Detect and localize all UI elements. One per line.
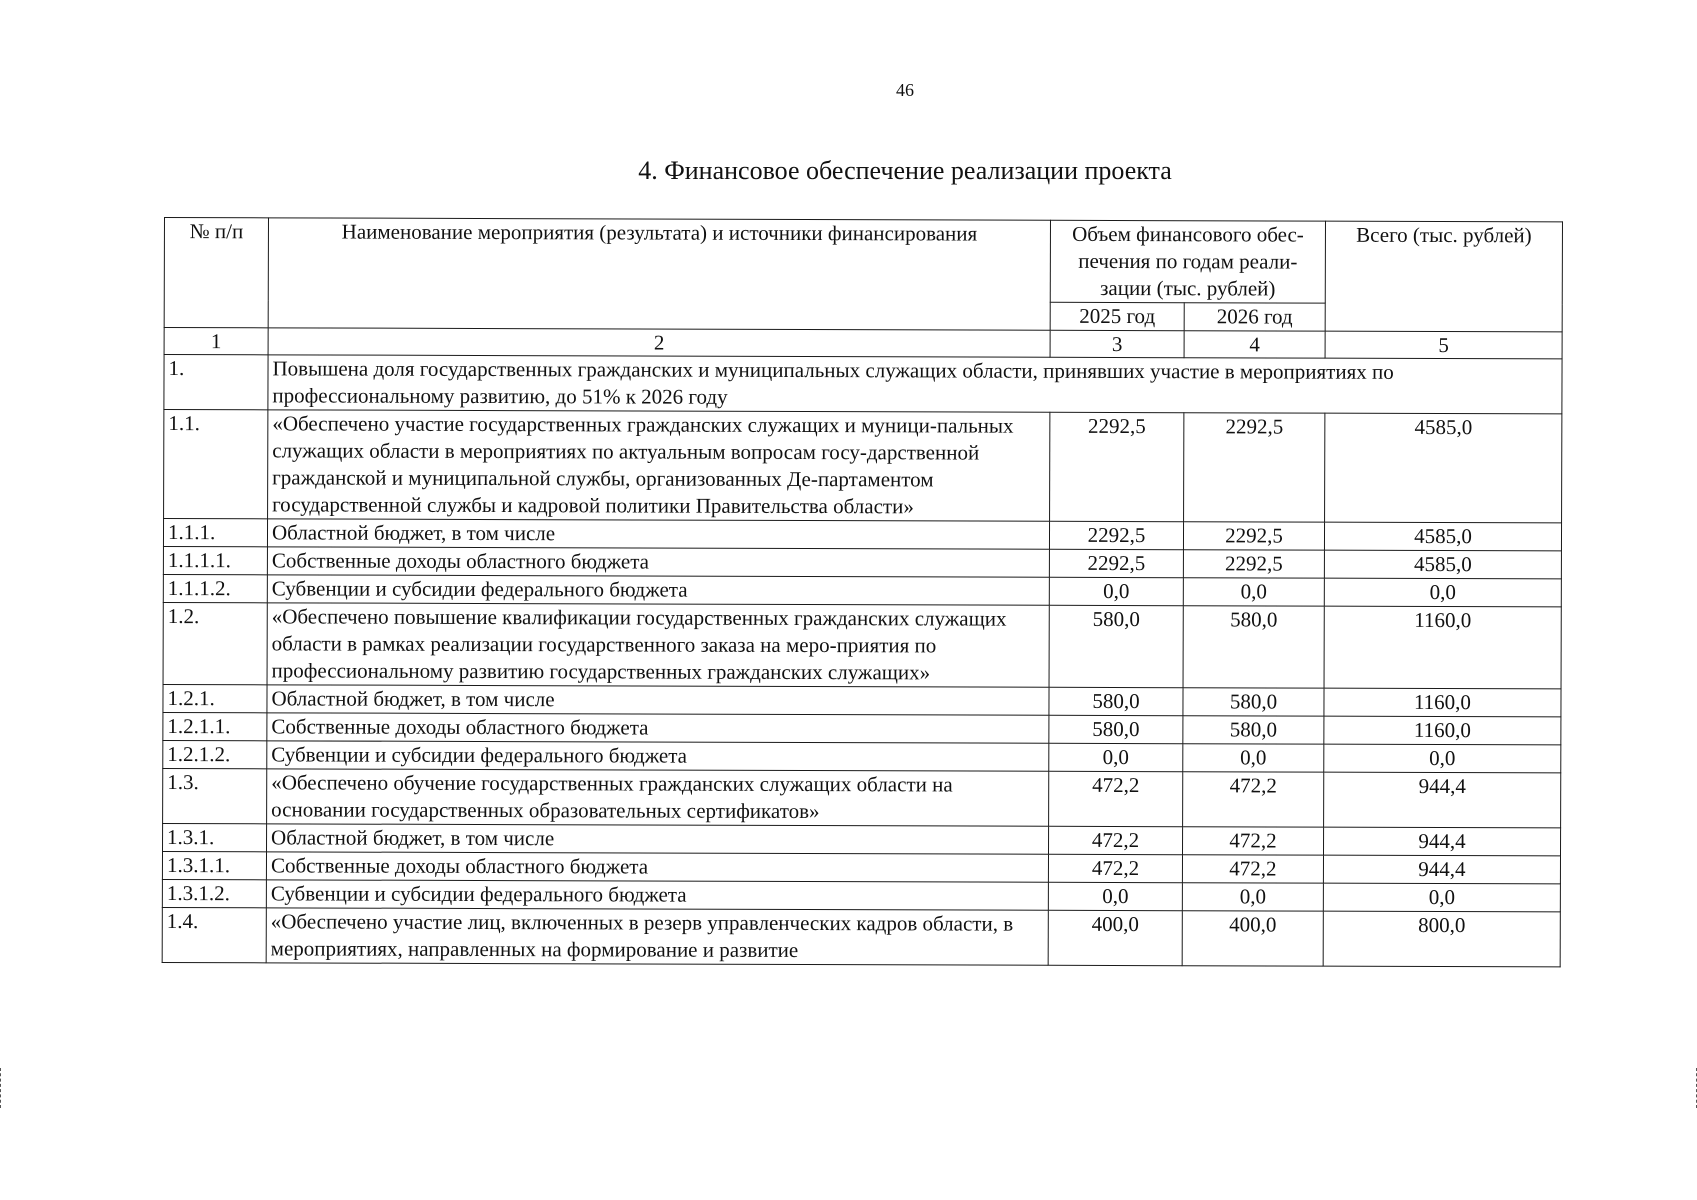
row-total: 944,4 [1324, 827, 1561, 856]
row-total: 800,0 [1323, 911, 1560, 967]
row-value-2025: 472,2 [1048, 854, 1182, 882]
row-total: 4585,0 [1324, 522, 1561, 551]
row-value-2025: 580,0 [1049, 715, 1183, 743]
row-total: 0,0 [1323, 883, 1560, 912]
table-row [163, 546, 1561, 578]
table-row [163, 684, 1561, 716]
header-year-2025: 2025 год [1050, 302, 1184, 330]
row-value-2025: 580,0 [1049, 687, 1183, 715]
row-name: Субвенции и субсидии федерального бюджета [267, 741, 1049, 771]
row-value-2025: 580,0 [1049, 605, 1183, 687]
financing-table [162, 217, 1563, 967]
row-value-2026: 400,0 [1182, 911, 1323, 966]
row-total: 944,4 [1323, 855, 1560, 884]
row-name: Собственные доходы областного бюджета [267, 713, 1049, 743]
row-total: 1160,0 [1324, 688, 1561, 717]
row-value-2025: 0,0 [1049, 577, 1183, 605]
row-num: 1.3.1.2. [162, 879, 266, 907]
row-name: «Обеспечено участие государственных гражданских служащих и муници-пальных служащих области в мероприятиях по актуальным вопросам госу-дарственной гражданской и муниципальной службы, организованных Де-партаментом государственной службы и кадровой политики Правительства области» [268, 410, 1050, 521]
table-row [163, 712, 1561, 744]
row-name: Собственные доходы областного бюджета [266, 852, 1048, 882]
row-value-2026: 580,0 [1183, 606, 1324, 688]
column-number: 1 [164, 328, 268, 355]
row-value-2025: 0,0 [1049, 743, 1183, 771]
column-number: 3 [1050, 330, 1184, 357]
scan-edge-mark-left [0, 1068, 3, 1108]
row-value-2025: 472,2 [1049, 826, 1183, 854]
row-num: 1.4. [162, 907, 266, 962]
row-num: 1.1.1. [163, 519, 267, 547]
table-row [163, 823, 1561, 855]
column-number: 2 [268, 328, 1050, 357]
table-row [163, 519, 1561, 551]
row-num: 1.2.1. [163, 684, 267, 712]
row-num: 1.1. [164, 410, 268, 519]
row-name: Субвенции и субсидии федерального бюджета [266, 880, 1048, 910]
row-name: Областной бюджет, в том числе [267, 824, 1049, 854]
row-name: Областной бюджет, в том числе [267, 519, 1049, 549]
row-value-2026: 580,0 [1183, 716, 1324, 744]
row-value-2026: 580,0 [1183, 688, 1324, 716]
row-total: 0,0 [1324, 578, 1561, 607]
row-value-2025: 2292,5 [1049, 521, 1183, 549]
table-row [162, 879, 1560, 911]
table-row [163, 602, 1561, 688]
section-text: Повышена доля государственных гражданских и муниципальных служащих области, принявших участие в мероприятиях по профессиональному развитию, до 51% к 2026 году [268, 355, 1562, 414]
row-num: 1.1.1.2. [163, 574, 267, 602]
table-body [162, 328, 1562, 967]
row-value-2025: 400,0 [1048, 910, 1182, 965]
row-value-2026: 0,0 [1183, 578, 1324, 606]
row-num: 1.3.1.1. [162, 851, 266, 879]
row-name: Субвенции и субсидии федерального бюджета [267, 575, 1049, 605]
row-total: 4585,0 [1324, 550, 1561, 579]
row-value-2026: 472,2 [1182, 855, 1323, 883]
table-row [163, 574, 1561, 606]
row-value-2026: 472,2 [1183, 772, 1324, 827]
row-name: «Обеспечено обучение государственных гражданских служащих области на основании государственных образовательных сертификатов» [267, 769, 1049, 826]
section-num: 1. [164, 355, 268, 410]
row-value-2025: 2292,5 [1050, 412, 1184, 521]
row-name: Собственные доходы областного бюджета [267, 547, 1049, 577]
table-row [162, 907, 1560, 966]
row-value-2026: 0,0 [1182, 883, 1323, 911]
table-row [162, 851, 1560, 883]
header-num: № п/п [164, 218, 268, 328]
row-value-2025: 0,0 [1048, 882, 1182, 910]
header-volume: Объем финансового обес-печения по годам реали-зации (тыс. рублей) [1050, 220, 1325, 303]
row-value-2025: 2292,5 [1049, 549, 1183, 577]
column-number: 5 [1325, 331, 1562, 359]
row-name: «Обеспечено повышение квалификации государственных гражданских служащих области в рамках реализации государственного заказа на меро-приятия по профессиональному развитию государственных гражданских служащих» [267, 603, 1049, 687]
table-row [163, 768, 1561, 827]
header-name: Наименование мероприятия (результата) и источники финансирования [268, 218, 1050, 330]
row-value-2026: 2292,5 [1183, 550, 1324, 578]
row-num: 1.3.1. [163, 823, 267, 851]
row-value-2026: 2292,5 [1184, 413, 1325, 522]
section-row [164, 355, 1562, 414]
row-total: 944,4 [1324, 772, 1561, 828]
row-num: 1.2. [163, 602, 267, 684]
row-num: 1.3. [163, 768, 267, 823]
table-row [164, 410, 1562, 523]
row-num: 1.1.1.1. [163, 546, 267, 574]
row-value-2026: 2292,5 [1183, 522, 1324, 550]
row-total: 1160,0 [1324, 606, 1561, 689]
section-title: 4. Финансовое обеспечение реализации проекта [638, 156, 1172, 185]
row-total: 4585,0 [1325, 413, 1562, 523]
row-num: 1.2.1.2. [163, 740, 267, 768]
page-number: 46 [896, 80, 914, 100]
row-value-2026: 472,2 [1183, 827, 1324, 855]
row-num: 1.2.1.1. [163, 712, 267, 740]
column-number: 4 [1184, 331, 1325, 358]
header-total: Всего (тыс. рублей) [1325, 221, 1562, 332]
row-name: «Обеспечено участие лиц, включенных в резерв управленческих кадров области, в мероприятиях, направленных на формирование и развитие [266, 908, 1048, 965]
row-value-2025: 472,2 [1049, 771, 1183, 826]
header-year-2026: 2026 год [1184, 303, 1325, 331]
row-total: 1160,0 [1324, 716, 1561, 745]
row-total: 0,0 [1324, 744, 1561, 773]
row-name: Областной бюджет, в том числе [267, 685, 1049, 715]
row-value-2026: 0,0 [1183, 744, 1324, 772]
table-row [163, 740, 1561, 772]
